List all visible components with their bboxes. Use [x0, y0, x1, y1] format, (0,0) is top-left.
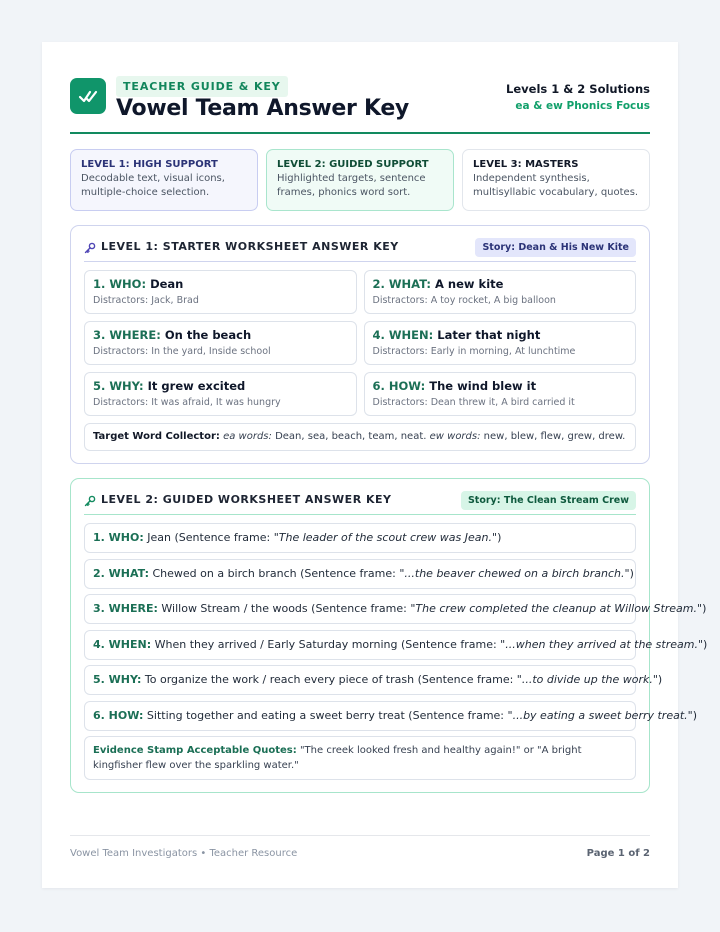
eyebrow-label: TEACHER GUIDE & KEY	[116, 76, 288, 97]
target-word-collector	[84, 423, 636, 451]
close-paren: )	[497, 531, 502, 544]
answer-card	[364, 372, 637, 416]
ea-words: Dean, sea, beach, team, neat.	[275, 431, 427, 442]
answer-card	[84, 372, 357, 416]
answer-text: Willow Stream / the woods (Sentence frame:	[161, 602, 411, 615]
story-badge: Story: Dean & His New Kite	[475, 238, 636, 257]
sentence-frame: "...to divide up the work."	[516, 673, 658, 686]
answer-text: It grew excited	[147, 379, 246, 393]
question-label: 1. WHO:	[93, 531, 144, 544]
distractors-text: Distractors: Dean threw it, A bird carried it	[372, 397, 575, 408]
distractors-text: Distractors: Early in morning, At lunchtime	[372, 346, 576, 357]
distractors-text: Distractors: It was afraid, It was hungry	[93, 397, 281, 408]
answer-text: Sitting together and eating a sweet berry treat (Sentence frame:	[146, 708, 508, 722]
level-card-title: LEVEL 1: HIGH SUPPORT	[81, 159, 218, 170]
question-label: 3. WHERE:	[93, 328, 161, 342]
answer-text: Dean	[150, 277, 184, 291]
level-card-1	[70, 149, 258, 211]
answer-text: On the beach	[164, 328, 252, 342]
close-paren: )	[703, 637, 708, 651]
answer-text: When they arrived / Early Saturday morning (Sentence frame:	[154, 637, 501, 651]
section-header	[84, 491, 636, 515]
question-label: 5. WHY:	[93, 673, 142, 686]
close-paren: )	[692, 708, 698, 722]
page-header	[70, 76, 650, 132]
section-title: LEVEL 1: STARTER WORKSHEET ANSWER KEY	[101, 240, 399, 253]
page-number: Page 1 of 2	[586, 848, 650, 859]
close-paren: )	[702, 602, 707, 615]
answer-row	[84, 559, 636, 589]
question-label: 5. WHY:	[93, 379, 144, 393]
key-icon	[84, 492, 96, 511]
sentence-frame: "...when they arrived at the stream."	[500, 637, 704, 651]
sentence-frame: "The crew completed the cleanup at Willow Stream."	[410, 602, 703, 615]
level-card-title: LEVEL 3: MASTERS	[473, 159, 579, 170]
answer-key-page	[42, 42, 708, 888]
ew-label: ew words:	[429, 431, 481, 442]
answer-card	[84, 321, 357, 365]
sentence-frame: "...the beaver chewed on a birch branch."	[399, 566, 630, 580]
question-label: 4. WHEN:	[372, 328, 434, 342]
answer-card	[364, 321, 637, 365]
key-icon	[84, 239, 96, 258]
sentence-frame: "...by eating a sweet berry treat."	[507, 708, 693, 722]
answer-text: The wind blew it	[429, 379, 537, 393]
question-label: 1. WHO:	[93, 277, 147, 291]
page-footer	[70, 835, 650, 859]
level-card-2	[266, 149, 454, 211]
question-label: 6. HOW:	[372, 379, 426, 393]
answer-row	[84, 523, 636, 553]
distractors-text: Distractors: A toy rocket, A big balloon	[372, 295, 556, 306]
evidence-stamp	[84, 736, 636, 780]
double-check-icon	[70, 78, 106, 114]
level-card-desc: Decodable text, visual icons, multiple-choice selection.	[81, 173, 225, 198]
question-label: 3. WHERE:	[93, 602, 158, 615]
levels-label: Levels 1 & 2 Solutions	[506, 82, 650, 96]
header-meta	[506, 82, 650, 112]
answer-row	[84, 630, 708, 660]
answer-text: To organize the work / reach every piece of trash (Sentence frame:	[144, 673, 517, 686]
answer-row	[84, 665, 663, 695]
phonics-focus-label: ea & ew Phonics Focus	[515, 100, 650, 112]
section-title: LEVEL 2: GUIDED WORKSHEET ANSWER KEY	[101, 493, 392, 506]
question-label: 2. WHAT:	[93, 566, 149, 580]
answer-text: Later that night	[437, 328, 541, 342]
answer-text: A new kite	[435, 277, 504, 291]
answer-rows	[84, 523, 708, 731]
answer-grid	[84, 270, 636, 416]
level1-answer-section	[70, 225, 650, 464]
close-paren: )	[629, 566, 634, 580]
distractors-text: Distractors: In the yard, Inside school	[93, 346, 271, 357]
sentence-frame: "The leader of the scout crew was Jean."	[273, 531, 498, 544]
answer-row	[84, 594, 707, 624]
distractors-text: Distractors: Jack, Brad	[93, 295, 199, 306]
level-card-desc: Independent synthesis, multisyllabic vocabulary, quotes.	[473, 173, 639, 198]
ew-words: new, blew, flew, grew, drew.	[483, 431, 626, 442]
page-title: Vowel Team Answer Key	[116, 96, 409, 121]
level2-answer-section	[70, 478, 708, 793]
footer-resource-label: Vowel Team Investigators • Teacher Resource	[70, 848, 298, 859]
answer-text: Jean (Sentence frame:	[147, 531, 274, 544]
level-cards	[70, 149, 650, 211]
question-label: 4. WHEN:	[93, 637, 152, 651]
ea-label: ea words:	[223, 431, 272, 442]
section-header	[84, 238, 636, 262]
answer-text: Chewed on a birch branch (Sentence frame:	[152, 566, 400, 580]
close-paren: )	[657, 673, 663, 686]
evidence-label: Evidence Stamp Acceptable Quotes:	[93, 745, 297, 756]
level-card-3	[462, 149, 650, 211]
question-label: 2. WHAT:	[372, 277, 432, 291]
answer-card	[364, 270, 637, 314]
header-divider	[70, 132, 650, 134]
evidence-quotes: "The creek looked fresh and healthy again!" or "A bright kingfisher flew over the sparkling water."	[93, 745, 582, 771]
answer-row	[84, 701, 698, 731]
answer-card	[84, 270, 357, 314]
story-badge: Story: The Clean Stream Crew	[461, 491, 636, 510]
question-label: 6. HOW:	[93, 708, 144, 722]
collector-label: Target Word Collector:	[93, 431, 220, 442]
level-card-desc: Highlighted targets, sentence frames, phonics word sort.	[277, 173, 426, 198]
level-card-title: LEVEL 2: GUIDED SUPPORT	[277, 159, 429, 170]
